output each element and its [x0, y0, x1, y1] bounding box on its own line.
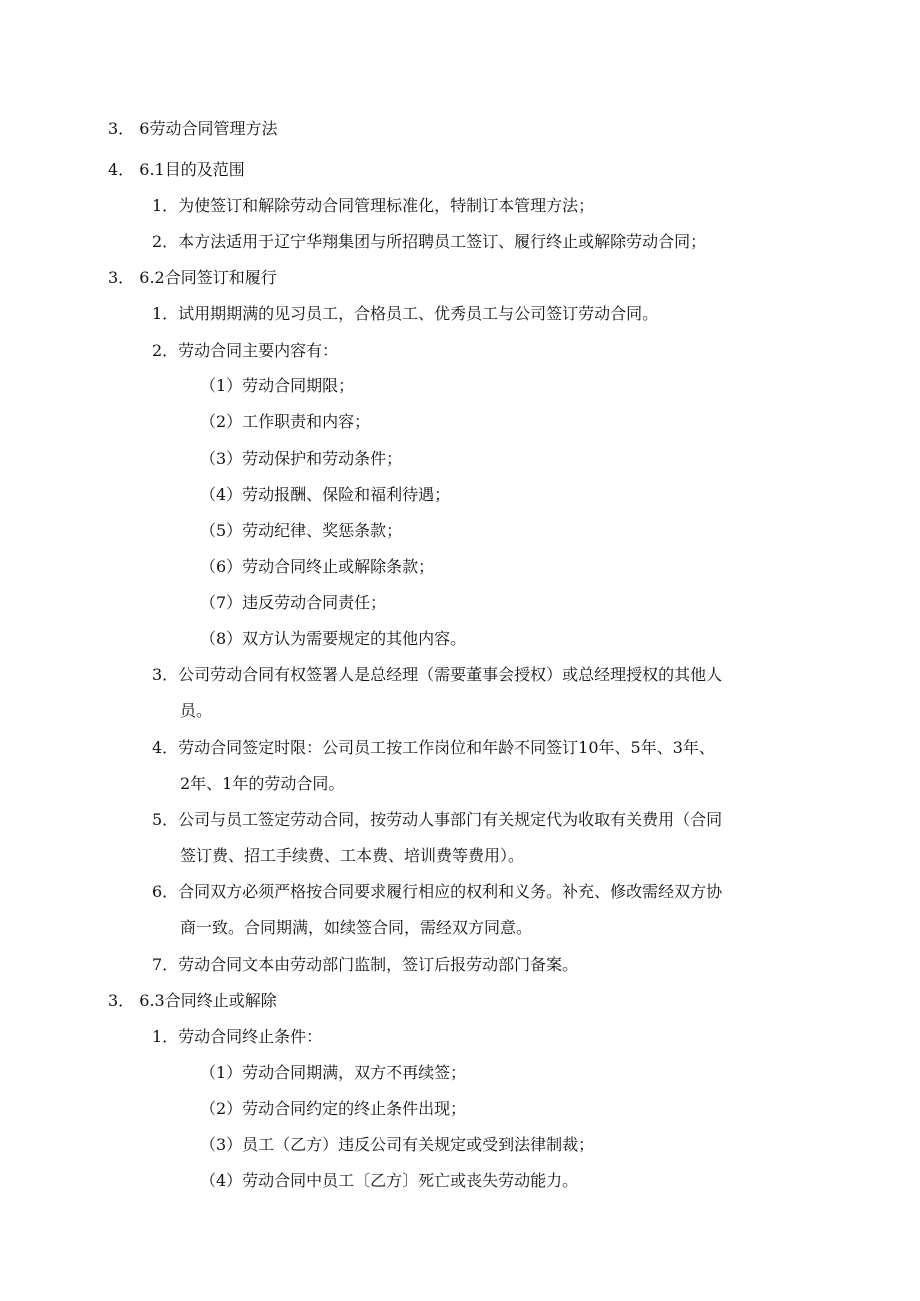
section-3-sub-item-4: （4）劳动合同中员工〔乙方〕死亡或丧失劳动能力。 — [200, 1171, 579, 1190]
section-3-item-1: 1．劳动合同终止条件： — [152, 1027, 323, 1046]
section-2-item-5-line-1: 5．公司与员工签定劳动合同，按劳动人事部门有关规定代为收取有关费用（合同 — [152, 810, 723, 829]
section-2-item-3-line-1: 3．公司劳动合同有权签署人是总经理（需要董事会授权）或总经理授权的其他人 — [152, 665, 723, 684]
section-2-sub-item-5: （5）劳动纪律、奖惩条款； — [200, 521, 403, 540]
section-3-heading: 3． 6.3合同终止或解除 — [108, 991, 277, 1010]
section-2-item-6-line-1: 6．合同双方必须严格按合同要求履行相应的权利和义务。补充、修改需经双方协 — [152, 882, 723, 901]
section-1-item-2: 2．本方法适用于辽宁华翔集团与所招聘员工签订、履行终止或解除劳动合同； — [152, 232, 707, 251]
section-2-item-4-line-2: 2年、1年的劳动合同。 — [180, 774, 345, 793]
section-1-heading: 4． 6.1目的及范围 — [108, 160, 245, 179]
section-3-sub-item-2: （2）劳动合同约定的终止条件出现； — [200, 1099, 467, 1118]
section-2-item-7: 7．劳动合同文本由劳动部门监制，签订后报劳动部门备案。 — [152, 955, 579, 974]
section-2-item-5-line-2: 签订费、招工手续费、工本费、培训费等费用）。 — [180, 846, 525, 865]
section-3-sub-item-1: （1）劳动合同期满，双方不再续签； — [200, 1063, 467, 1082]
section-2-item-3-line-2: 员。 — [180, 701, 213, 720]
section-2-item-1: 1．试用期期满的见习员工，合格员工、优秀员工与公司签订劳动合同。 — [152, 304, 659, 323]
section-2-heading: 3． 6.2合同签订和履行 — [108, 268, 277, 287]
section-2-sub-item-4: （4）劳动报酬、保险和福利待遇； — [200, 485, 451, 504]
section-3-sub-item-3: （3）员工（乙方）违反公司有关规定或受到法律制裁； — [200, 1135, 595, 1154]
section-2-item-6-line-2: 商一致。合同期满，如续签合同，需经双方同意。 — [180, 918, 533, 937]
section-2-sub-item-8: （8）双方认为需要规定的其他内容。 — [200, 629, 467, 648]
section-2-sub-item-6: （6）劳动合同终止或解除条款； — [200, 557, 435, 576]
heading-main: 3． 6劳动合同管理方法 — [108, 119, 278, 138]
section-2-item-4-line-1: 4．劳动合同签定时限：公司员工按工作岗位和年龄不同签订10年、5年、3年、 — [152, 738, 715, 757]
section-2-sub-item-3: （3）劳动保护和劳动条件； — [200, 449, 403, 468]
section-2-sub-item-7: （7）违反劳动合同责任； — [200, 593, 387, 612]
section-2-sub-item-1: （1）劳动合同期限； — [200, 376, 355, 395]
section-2-item-2: 2．劳动合同主要内容有： — [152, 341, 339, 360]
section-2-sub-item-2: （2）工作职责和内容； — [200, 412, 371, 431]
section-1-item-1: 1．为使签订和解除劳动合同管理标准化，特制订本管理方法； — [152, 196, 595, 215]
